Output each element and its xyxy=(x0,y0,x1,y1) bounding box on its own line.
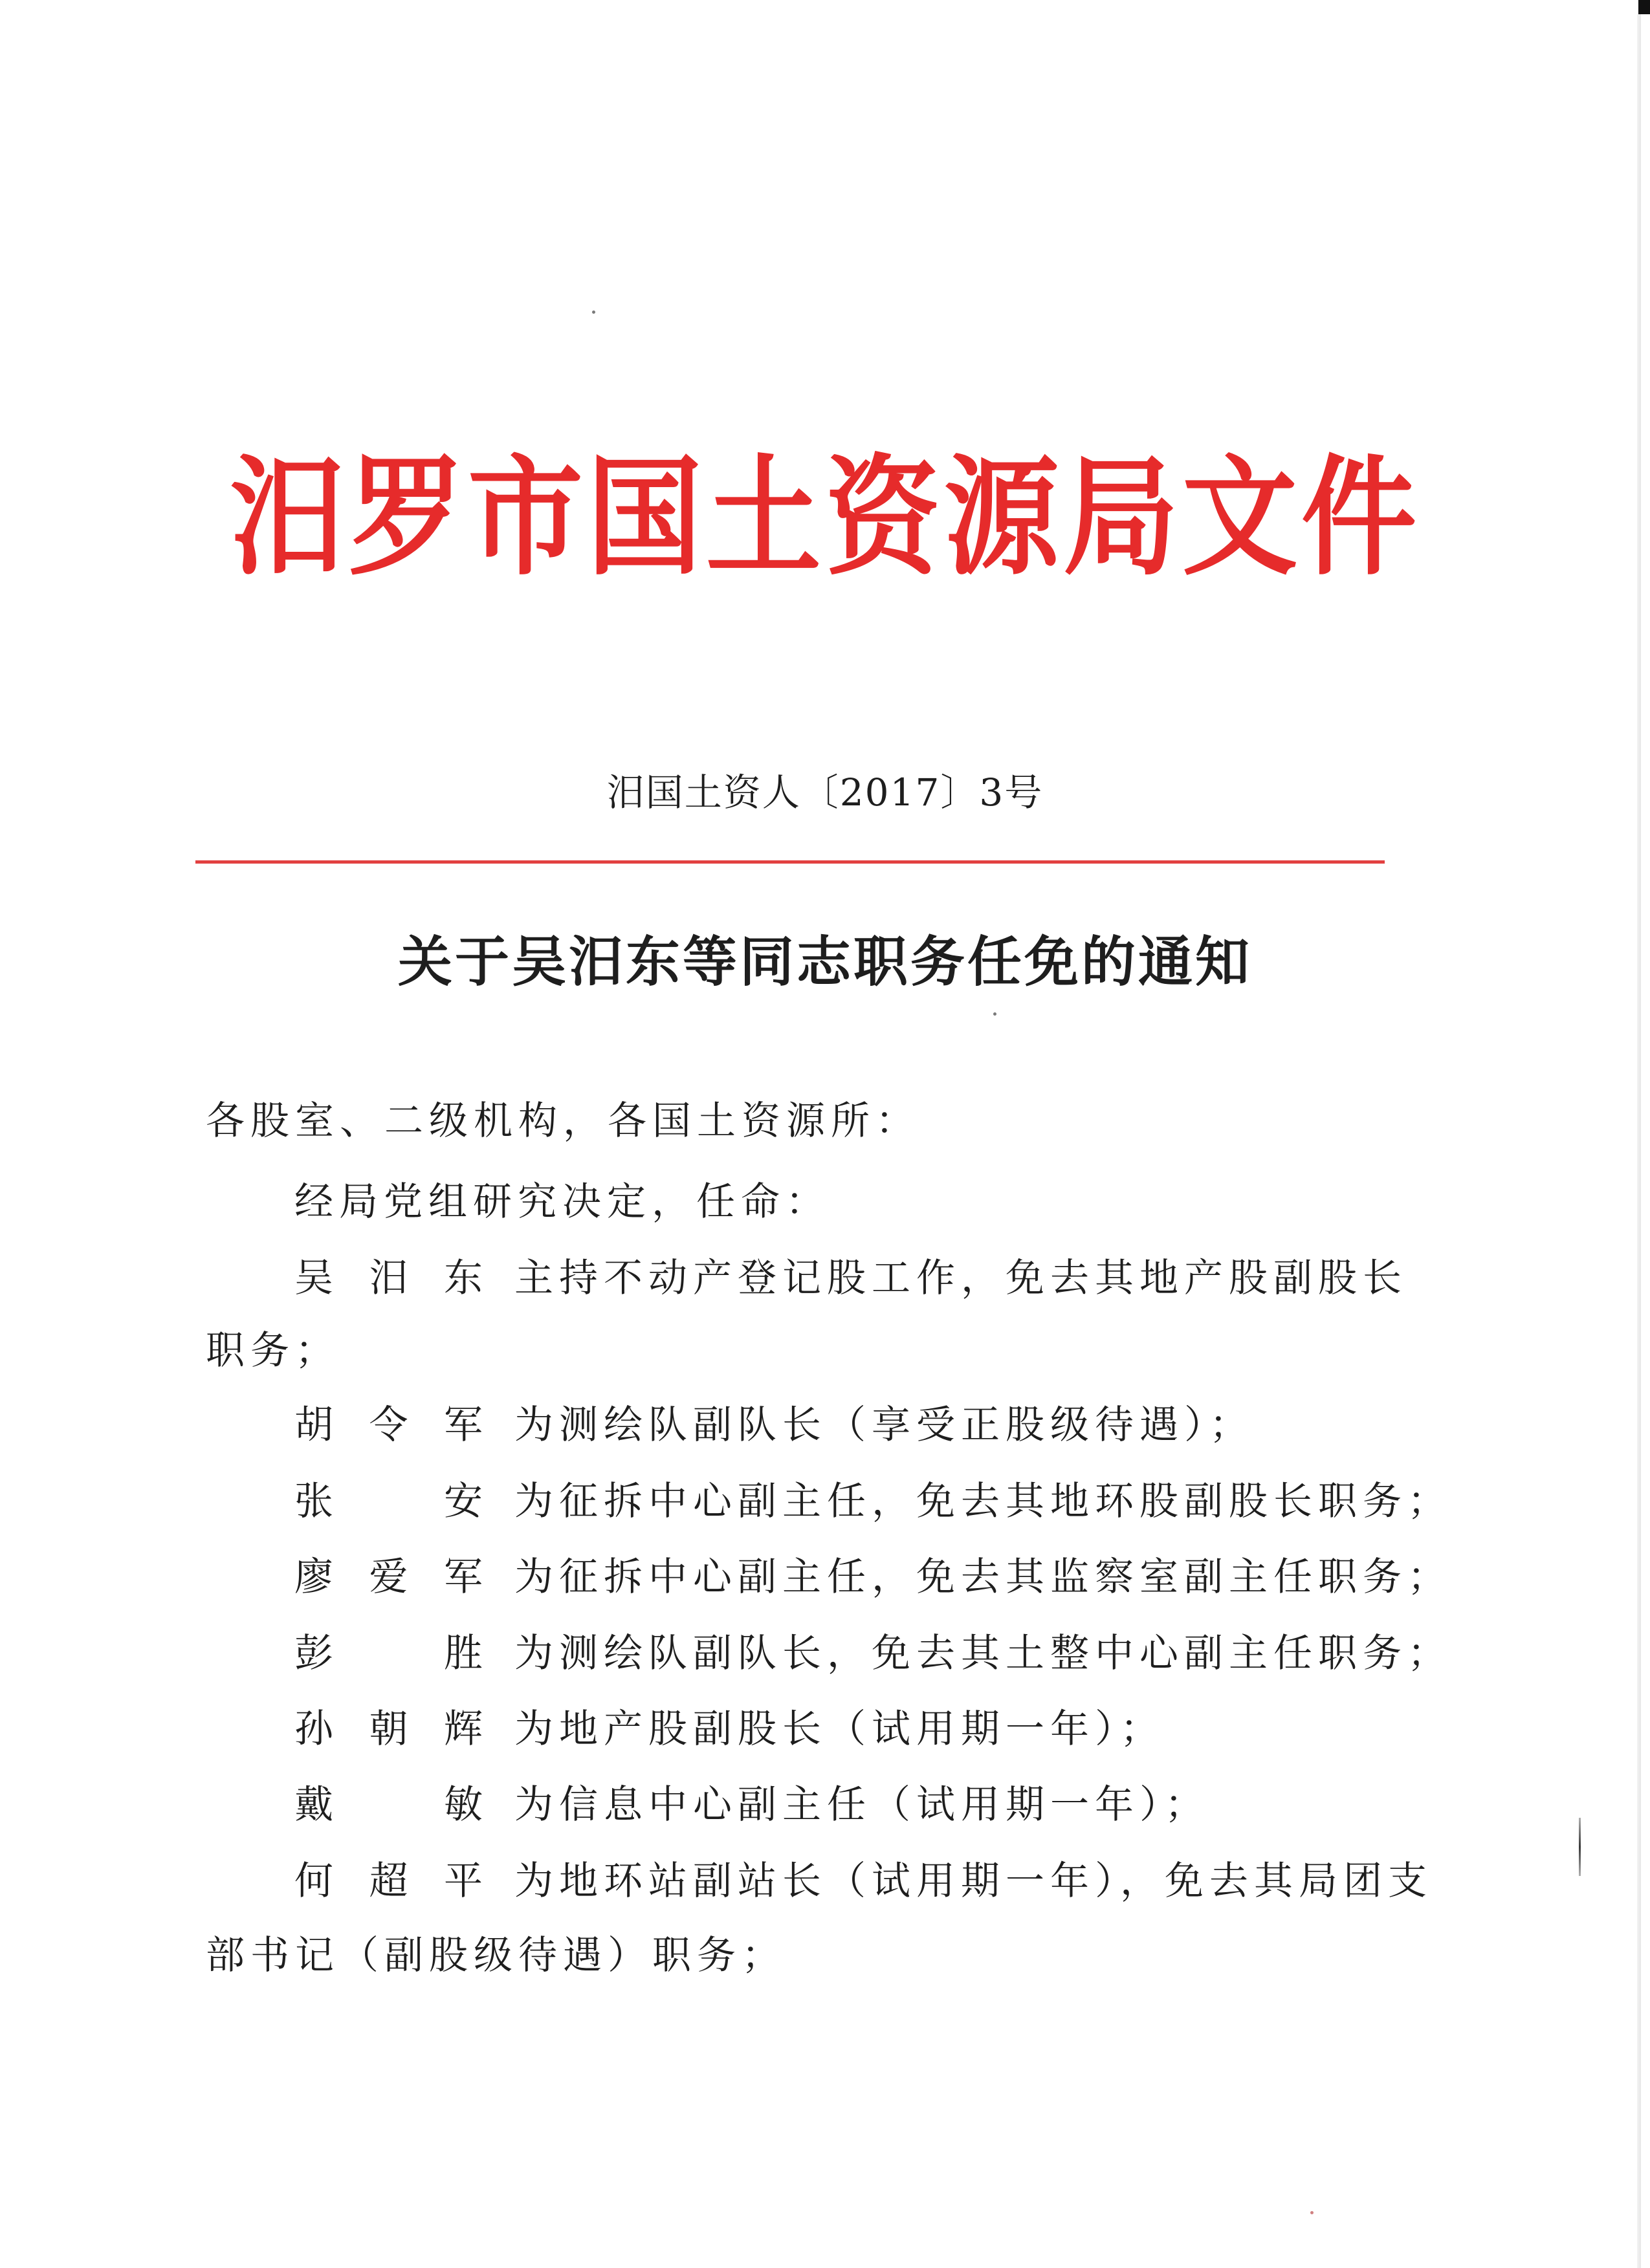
appointment-duty: 为地环站副站长（试用期一年），免去其局团支 xyxy=(514,1859,1433,1904)
appointment-duty: 为测绘队副队长（享受正股级待遇）； xyxy=(514,1402,1254,1448)
appointee-name: 吴汨东 xyxy=(294,1256,489,1301)
scan-edge-shadow xyxy=(1637,14,1641,2268)
appointee-name: 胡令军 xyxy=(294,1402,489,1448)
appointment-duty: 主持不动产登记股工作，免去其地产股副股长 xyxy=(514,1256,1407,1301)
appointment-duty: 为征拆中心副主任，免去其监察室副主任职务； xyxy=(514,1554,1452,1600)
appointee-name: 何超平 xyxy=(294,1859,489,1904)
appointment-duty: 为信息中心副主任（试用期一年）； xyxy=(514,1782,1209,1827)
appointee-name: 孙朝辉 xyxy=(294,1706,489,1752)
appointee-name: 彭胜 xyxy=(294,1631,489,1676)
intro-line: 经局党组研究决定，任命： xyxy=(294,1179,830,1225)
appointment-row xyxy=(0,1470,1650,1548)
appointment-row xyxy=(0,1247,1650,1325)
appointment-row xyxy=(0,1850,1650,1928)
scan-speck xyxy=(1310,2211,1314,2214)
recipients-line: 各股室、二级机构，各国土资源所： xyxy=(206,1098,920,1144)
appointment-row xyxy=(0,1622,1650,1700)
appointee-name: 廖爱军 xyxy=(294,1554,489,1600)
appointment-duty: 为测绘队副队长，免去其土整中心副主任职务； xyxy=(514,1631,1452,1676)
appointee-name: 张安 xyxy=(294,1479,489,1524)
appointment-row xyxy=(0,1394,1650,1472)
document-number: 汨国土资人〔2017〕3号 xyxy=(606,770,1044,814)
scan-artifact-mark xyxy=(1579,1818,1581,1876)
notice-title: 关于吴汨东等同志职务任免的通知 xyxy=(397,930,1252,994)
scan-speck xyxy=(592,311,595,314)
red-separator-rule xyxy=(195,860,1385,864)
agency-header-title: 汨罗市国土资源局文件 xyxy=(230,441,1420,593)
appointee-name: 戴敏 xyxy=(294,1782,489,1827)
scan-corner-mark xyxy=(1638,0,1650,14)
appointment-row xyxy=(0,1546,1650,1624)
appointment-duty: 为地产股副股长（试用期一年）； xyxy=(514,1706,1165,1752)
appointment-row xyxy=(0,1774,1650,1851)
appointment-duty-continuation: 部书记（副股级待遇）职务； xyxy=(206,1933,786,1978)
appointment-duty-continuation: 职务； xyxy=(206,1328,340,1373)
appointment-duty: 为征拆中心副主任，免去其地环股副股长职务； xyxy=(514,1479,1452,1524)
scan-speck xyxy=(993,1012,996,1016)
appointment-row xyxy=(0,1698,1650,1776)
